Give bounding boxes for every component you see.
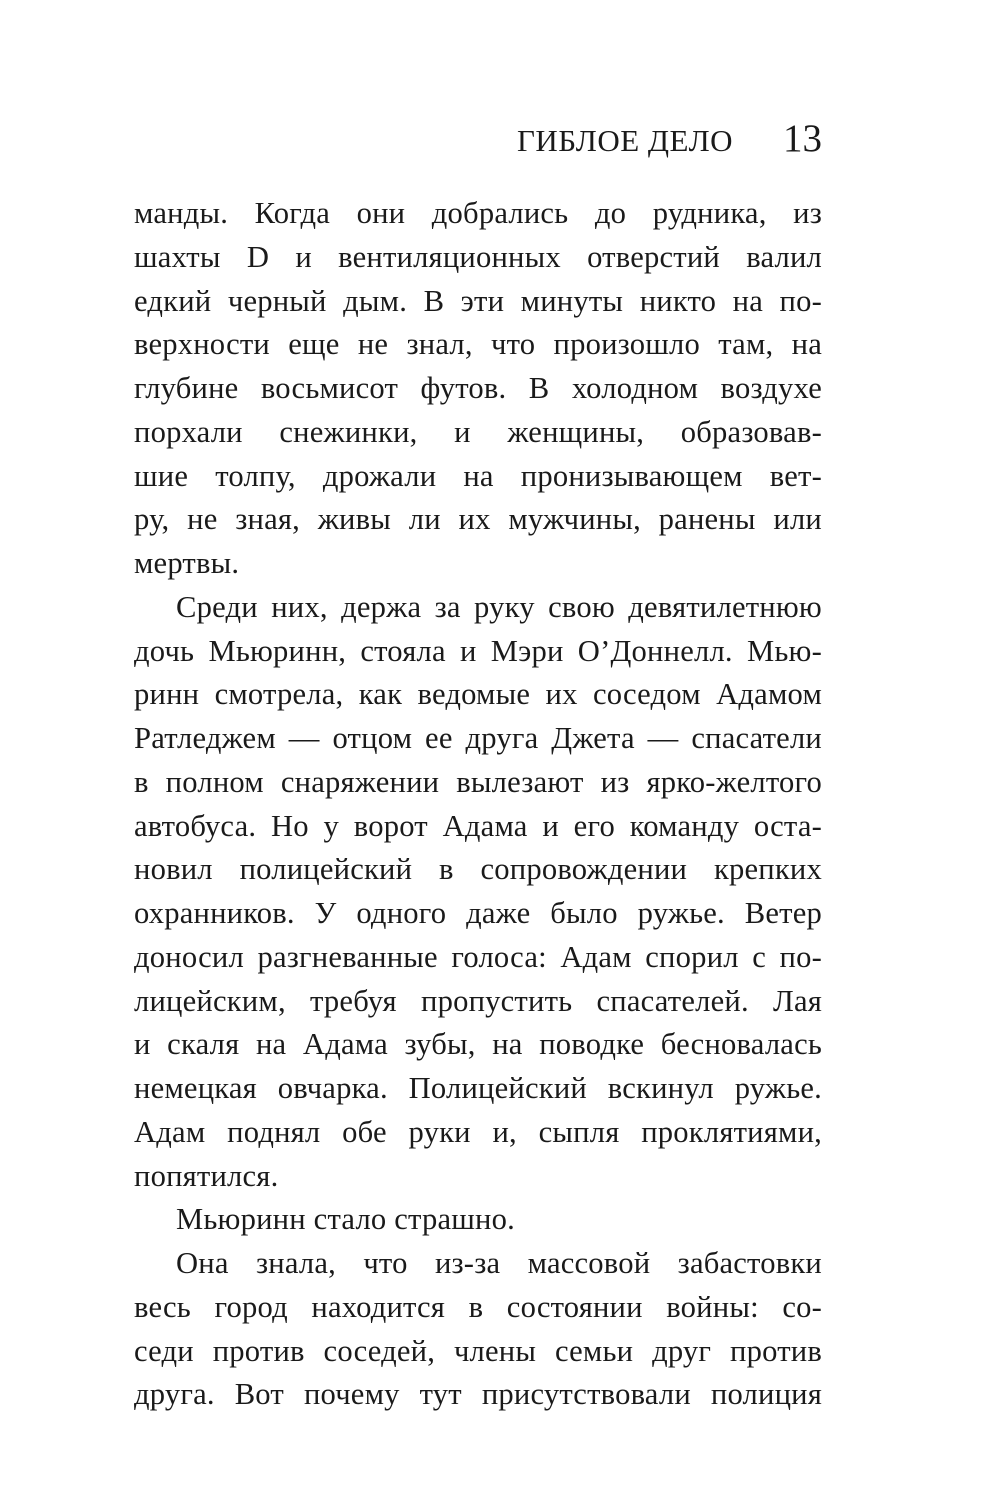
text-line: лицейским, требуя пропустить спасателей. Лая	[134, 983, 822, 1018]
text-line: Адам поднял обе руки и, сыпля проклятиями,	[134, 1114, 822, 1149]
text-line: дочь Мьюринн, стояла и Мэри О’Доннелл. Мью-	[134, 633, 822, 668]
text-line: манды. Когда они добрались до рудника, из	[134, 196, 822, 230]
text-line: в полном снаряжении вылезают из ярко-желтого	[134, 764, 822, 799]
paragraph-single-line: Мьюринн стало страшно.	[176, 1202, 515, 1237]
text-line: шахты D и вентиляционных отверстий валил	[134, 239, 822, 274]
text-line: весь город находится в состоянии войны: со-	[134, 1289, 822, 1324]
paragraph-end-line: попятился.	[134, 1158, 279, 1193]
text-line: ринн смотрела, как ведомые их соседом Адамом	[134, 677, 822, 712]
text-line: друга. Вот почему тут присутствовали полиция	[134, 1377, 822, 1412]
text-line: ру, не зная, живы ли их мужчины, ранены или	[134, 502, 822, 537]
text-line: верхности еще не знал, что произошло там, на	[134, 327, 822, 362]
text-line: глубине восьмисот футов. В холодном воздухе	[134, 371, 822, 405]
text-line: шие толпу, дрожали на пронизывающем вет-	[134, 458, 822, 493]
body-text	[134, 192, 822, 1417]
paragraph-first-line: Среди них, держа за руку свою девятилетнюю	[176, 589, 822, 624]
text-line: новил полицейский в сопровождении крепких	[134, 852, 822, 887]
paragraph-first-line: Она знала, что из-за массовой забастовки	[176, 1246, 822, 1280]
text-line: порхали снежинки, и женщины, образовав-	[134, 414, 822, 449]
text-line: едкий черный дым. В эти минуты никто на по-	[134, 283, 822, 318]
running-title: ГИБЛОЕ ДЕЛО	[516, 123, 733, 158]
text-line: Ратледжем — отцом ее друга Джета — спасатели	[134, 721, 822, 755]
paragraph-end-line: мертвы.	[134, 546, 240, 580]
text-line: автобуса. Но у ворот Адама и его команду оста-	[134, 808, 822, 843]
page-number: 13	[783, 117, 822, 160]
running-head	[517, 116, 822, 161]
text-line: седи против соседей, члены семьи друг против	[134, 1333, 822, 1368]
text-line: доносил разгневанные голоса: Адам спорил с по-	[134, 939, 822, 974]
text-line: охранников. У одного даже было ружье. Ветер	[134, 896, 822, 930]
text-line: немецкая овчарка. Полицейский вскинул ружье.	[134, 1071, 822, 1105]
text-line: и скаля на Адама зубы, на поводке бесновалась	[134, 1027, 822, 1062]
